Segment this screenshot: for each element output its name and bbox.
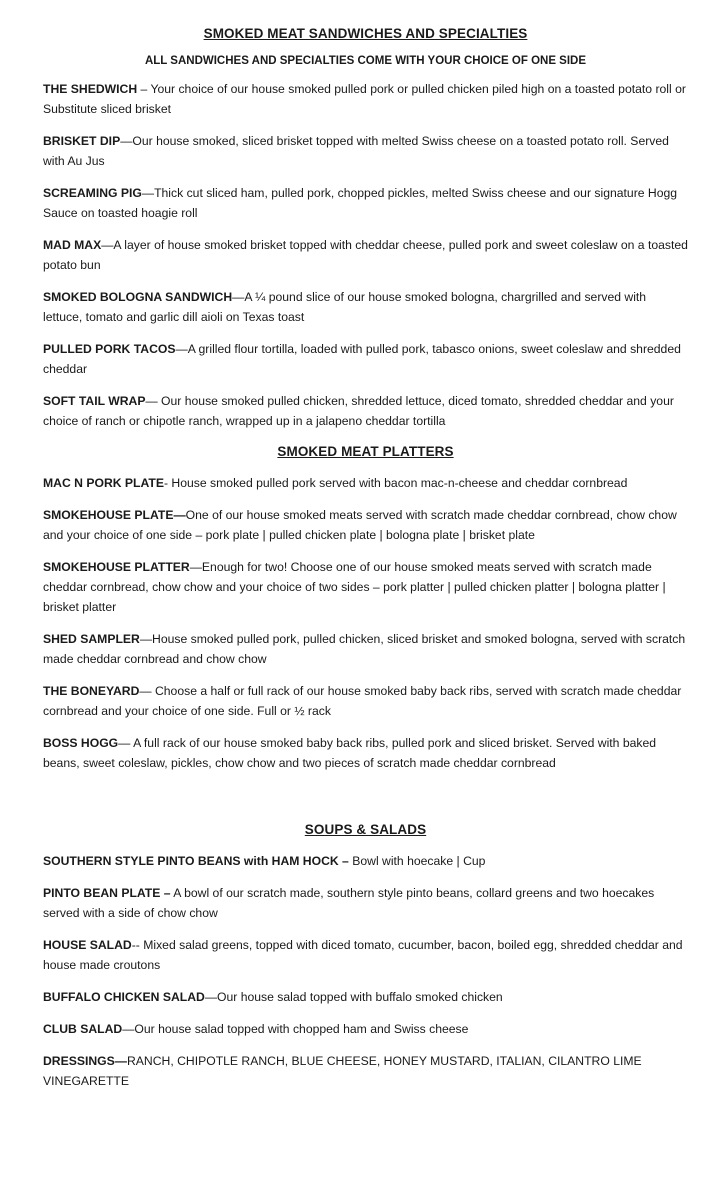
item-name: SHED SAMPLER	[43, 632, 140, 646]
menu-item-mac-n-pork-plate	[43, 473, 688, 493]
menu-item-shedwich	[43, 79, 688, 119]
item-description: —House smoked pulled pork, pulled chicken, sliced brisket and smoked bologna, served with scratch made cheddar cornbread and chow chow	[43, 632, 686, 666]
menu-item-club-salad	[43, 1019, 688, 1039]
menu-item-pinto-bean-plate	[43, 883, 688, 923]
item-name: CLUB SALAD	[43, 1022, 123, 1036]
item-description: RANCH, CHIPOTLE RANCH, BLUE CHEESE, HONEY MUSTARD, ITALIAN, CILANTRO LIME VINEGARETTE	[43, 1054, 642, 1088]
item-description: —Thick cut sliced ham, pulled pork, chopped pickles, melted Swiss cheese and our signature Hogg Sauce on toasted hoagie roll	[43, 186, 678, 220]
item-description: —A grilled flour tortilla, loaded with pulled pork, tabasco onions, sweet coleslaw and shredded cheddar	[43, 342, 681, 376]
item-name: SCREAMING PIG	[43, 186, 142, 200]
item-description: -- Mixed salad greens, topped with diced tomato, cucumber, bacon, boiled egg, shredded cheddar and house made croutons	[43, 938, 683, 972]
item-description: – Your choice of our house smoked pulled pork or pulled chicken piled high on a toasted potato roll or Substitute sliced brisket	[43, 82, 686, 116]
soups-salads-section	[43, 822, 688, 1091]
item-description: One of our house smoked meats served with scratch made cheddar cornbread, chow chow and your choice of one side – pork plate | pulled chicken plate | bologna plate | brisket plate	[43, 508, 677, 542]
item-name: SMOKEHOUSE PLATTER	[43, 560, 190, 574]
menu-item-the-boneyard	[43, 681, 688, 721]
section-title-platters: SMOKED MEAT PLATTERS	[277, 444, 454, 459]
sandwiches-section	[43, 26, 688, 431]
item-name: THE SHEDWICH	[43, 82, 138, 96]
item-name: BUFFALO CHICKEN SALAD	[43, 990, 205, 1004]
menu-item-screaming-pig	[43, 183, 688, 223]
item-name: MAD MAX	[43, 238, 102, 252]
item-description: —Our house smoked, sliced brisket topped with melted Swiss cheese on a toasted potato roll. Served with Au Jus	[43, 134, 669, 168]
menu-item-shed-sampler	[43, 629, 688, 669]
sandwiches-subtitle: ALL SANDWICHES AND SPECIALTIES COME WITH YOUR CHOICE OF ONE SIDE	[144, 55, 587, 67]
menu-item-brisket-dip	[43, 131, 688, 171]
item-name: PINTO BEAN PLATE –	[43, 886, 171, 900]
menu-item-buffalo-chicken-salad	[43, 987, 688, 1007]
item-description: —Our house salad topped with chopped ham and Swiss cheese	[122, 1022, 469, 1036]
item-name: MAC N PORK PLATE	[43, 476, 164, 490]
menu-item-smokehouse-plate	[43, 505, 688, 545]
item-description: — Choose a half or full rack of our house smoked baby back ribs, served with scratch made cheddar cornbread and your choice of one side. Full or ½ rack	[43, 684, 682, 718]
item-description: —A ¼ pound slice of our house smoked bologna, chargrilled and served with lettuce, tomato and garlic dill aioli on Texas toast	[43, 290, 647, 324]
menu-item-house-salad	[43, 935, 688, 975]
menu-item-soft-tail-wrap	[43, 391, 688, 431]
menu-item-pulled-pork-tacos	[43, 339, 688, 379]
menu-item-smoked-bologna-sandwich	[43, 287, 688, 327]
section-title-sandwiches: SMOKED MEAT SANDWICHES AND SPECIALTIES	[203, 26, 528, 41]
item-name: SMOKEHOUSE PLATE—	[43, 508, 186, 522]
menu-item-pinto-beans-ham-hock	[43, 851, 688, 871]
menu-item-mad-max	[43, 235, 688, 275]
item-name: DRESSINGS—	[43, 1054, 127, 1068]
item-name: PULLED PORK TACOS	[43, 342, 176, 356]
section-title-soups-salads: SOUPS & SALADS	[304, 822, 427, 837]
item-description: - House smoked pulled pork served with bacon mac-n-cheese and cheddar cornbread	[163, 476, 628, 490]
item-name: SOUTHERN STYLE PINTO BEANS with HAM HOCK –	[43, 854, 349, 868]
item-name: SMOKED BOLOGNA SANDWICH	[43, 290, 233, 304]
menu-item-dressings	[43, 1051, 688, 1091]
item-name: BOSS HOGG	[43, 736, 119, 750]
item-name: THE BONEYARD	[43, 684, 140, 698]
item-description: —Our house salad topped with buffalo smoked chicken	[204, 990, 503, 1004]
item-description: Bowl with hoecake | Cup	[348, 854, 486, 868]
item-name: BRISKET DIP	[43, 134, 121, 148]
item-description: — Our house smoked pulled chicken, shredded lettuce, diced tomato, shredded cheddar and your choice of ranch or chipotle ranch, wrapped up in a jalapeno cheddar tortilla	[43, 394, 674, 428]
item-name: SOFT TAIL WRAP	[43, 394, 146, 408]
item-description: —Enough for two! Choose one of our house smoked meats served with scratch made cheddar cornbread, chow chow and your choice of two sides – pork platter | pulled chicken platter | bologna platter | brisket platter	[43, 560, 666, 614]
item-description: — A full rack of our house smoked baby back ribs, pulled pork and sliced brisket. Served with baked beans, sweet coleslaw, pickles, chow chow and two pieces of scratch made cheddar cornbread	[43, 736, 657, 770]
item-description: A bowl of our scratch made, southern style pinto beans, collard greens and two hoecakes served with a side of chow chow	[43, 886, 655, 920]
platters-section	[43, 444, 688, 773]
menu-item-boss-hogg	[43, 733, 688, 773]
menu-item-smokehouse-platter	[43, 557, 688, 617]
item-name: HOUSE SALAD	[43, 938, 132, 952]
item-description: —A layer of house smoked brisket topped with cheddar cheese, pulled pork and sweet coleslaw on a toasted potato bun	[43, 238, 688, 272]
